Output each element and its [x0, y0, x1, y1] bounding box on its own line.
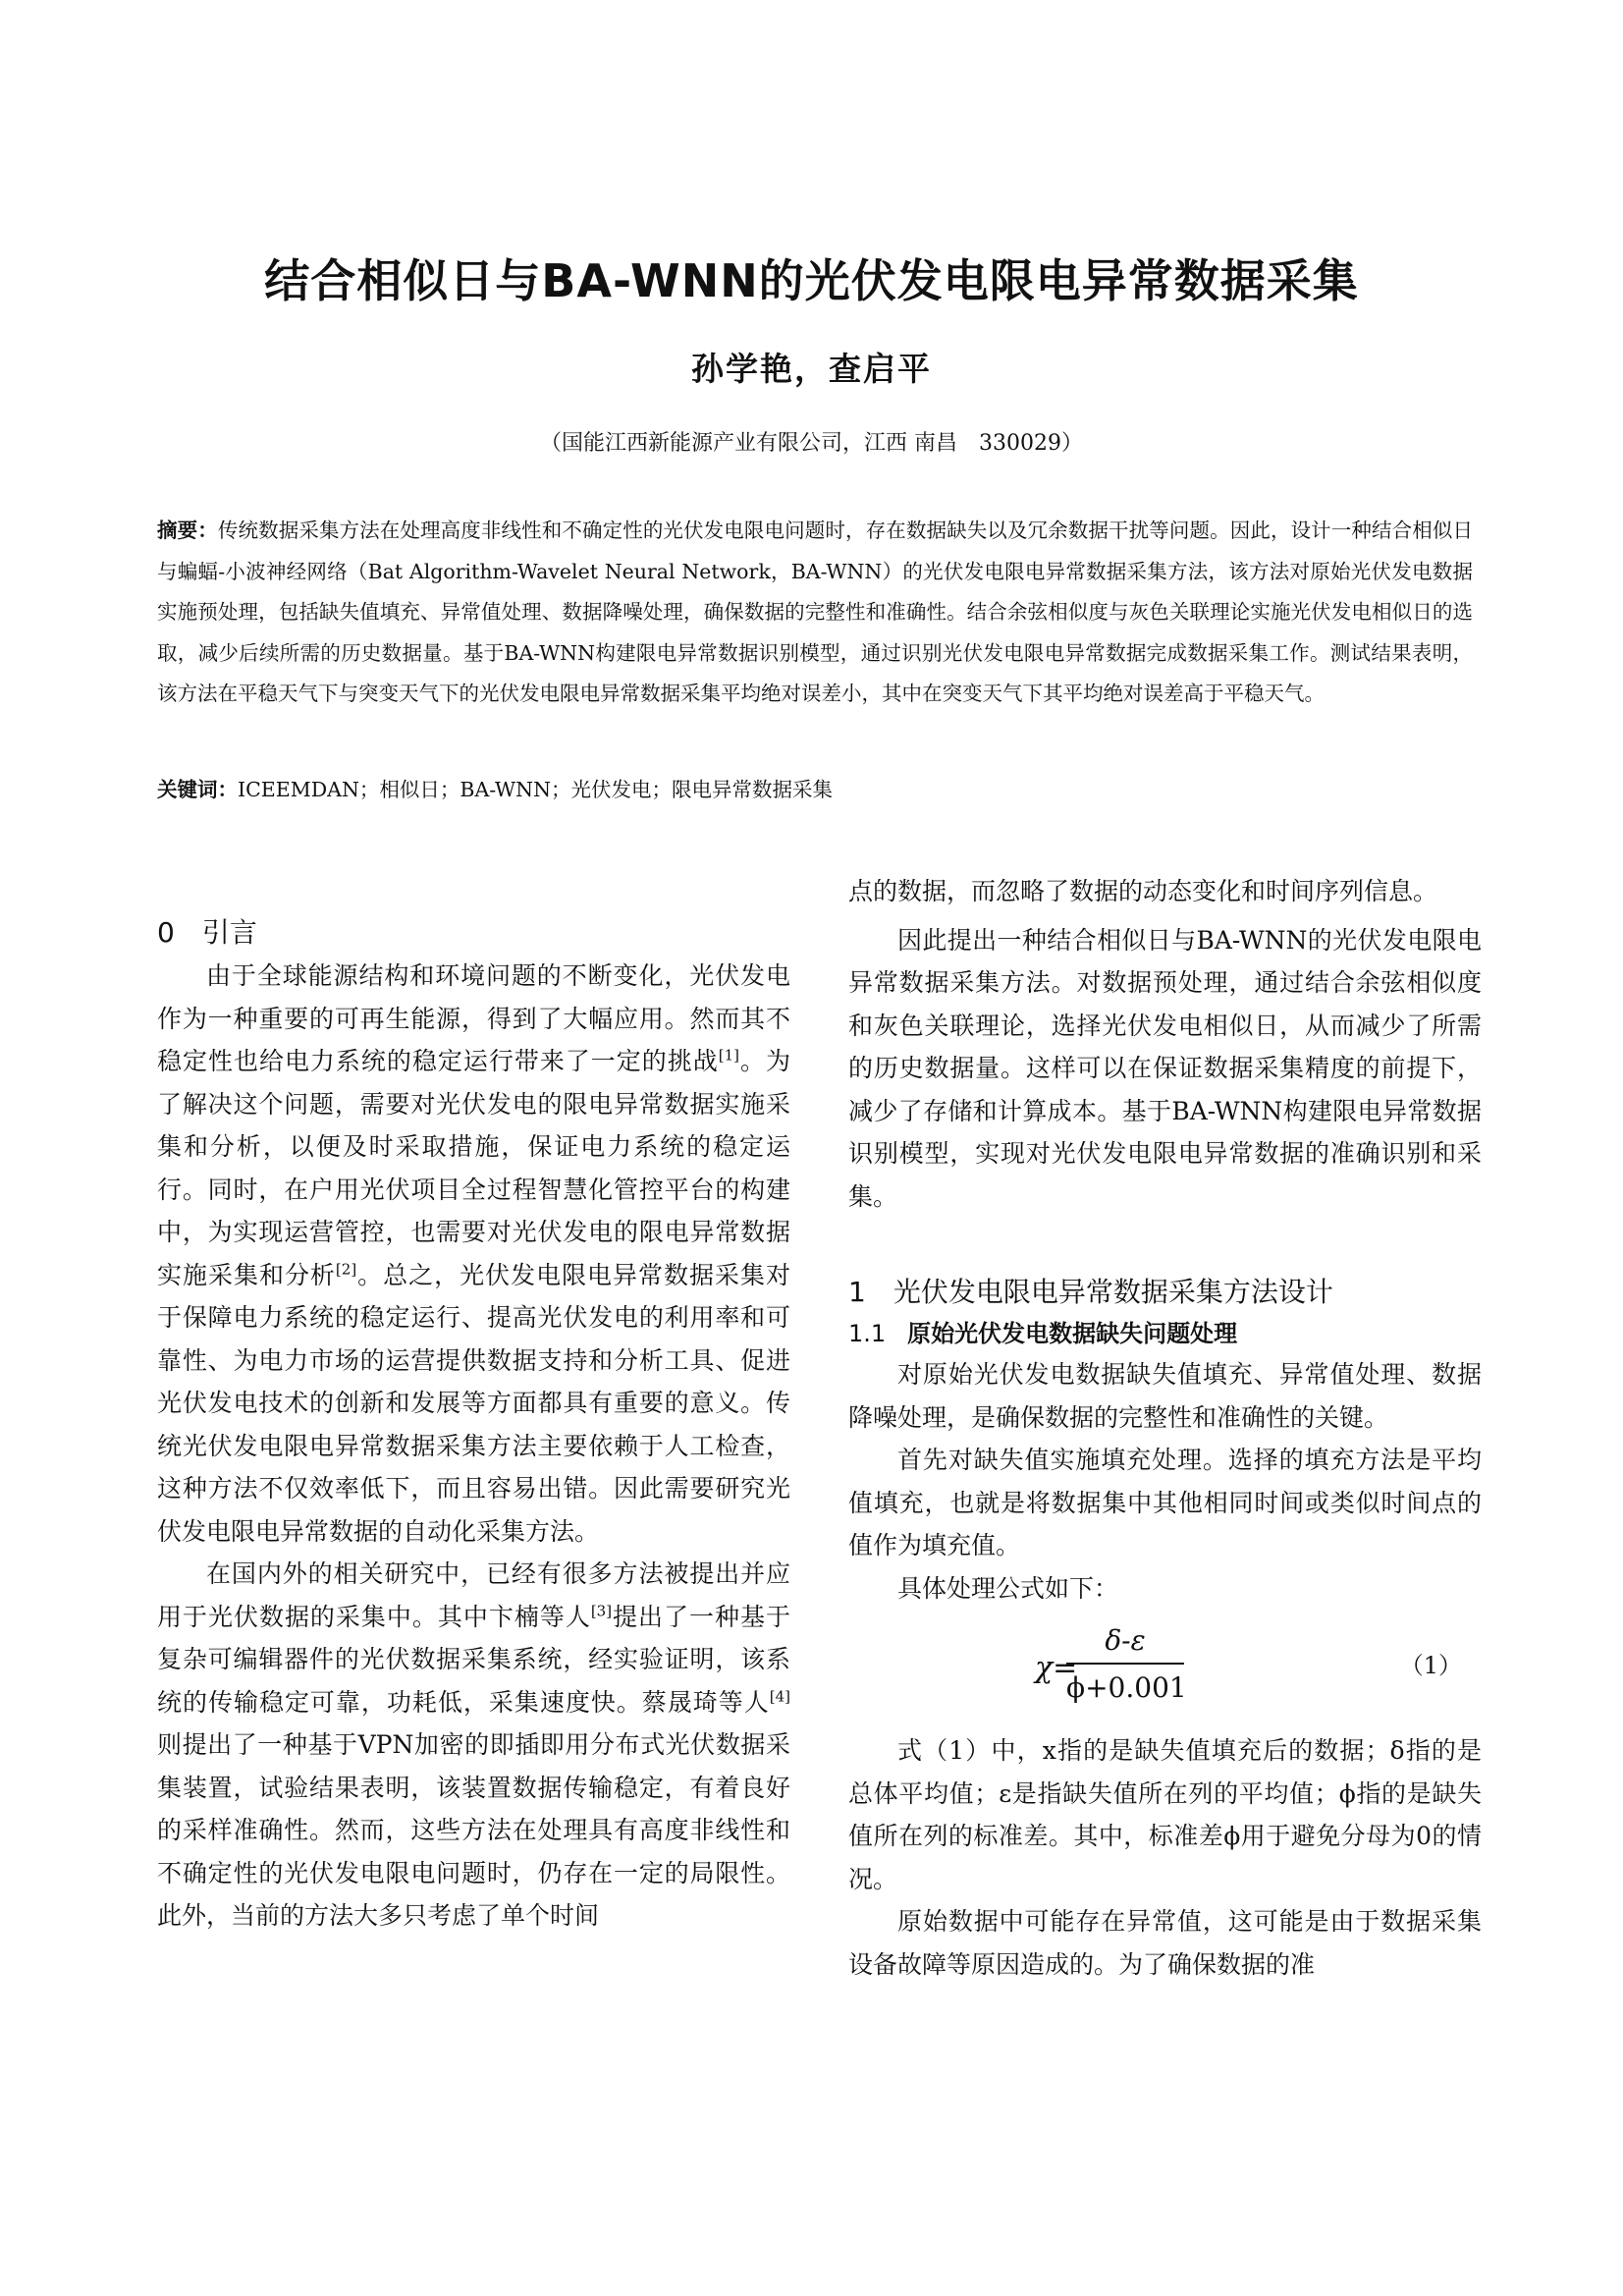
para-text: 。为了解决这个问题，需要对光伏发电的限电异常数据实施采集和分析，以便及时采取措施，保证电力系统的稳定运行。同时，在户用光伏项目全过程智慧化管控平台的构建中，为实现运营管控，也需要对光伏发电的限电异常数据实施采集和分析	[157, 1047, 790, 1289]
equation-numerator: δ-ε	[1066, 1619, 1184, 1665]
section-0-heading: 0 引言	[157, 916, 257, 949]
keywords	[157, 770, 1473, 809]
left-column	[157, 911, 790, 1938]
paragraph-intro-1	[157, 955, 790, 1553]
keywords-label: 关键词：	[157, 778, 238, 801]
para-text: 由于全球能源结构和环境问题的不断变化，光伏发电作为一种重要的可再生能源，得到了大幅应用。然而其不稳定性也给电力系统的稳定运行带来了一定的挑战	[157, 961, 790, 1075]
paragraph-formula-explain: 式（1）中，x指的是缺失值填充后的数据；δ指的是总体平均值；ε是指缺失值所在列的平均值；ϕ指的是缺失值所在列的标准差。其中，标准差ϕ用于避免分母为0的情况。	[848, 1736, 1482, 1893]
paper-title: 结合相似日与BA-WNN的光伏发电限电异常数据采集	[264, 254, 1359, 307]
section-1-heading: 1 光伏发电限电异常数据采集方法设计	[848, 1276, 1333, 1308]
citation-ref: [1]	[718, 1046, 739, 1065]
para-text: 在国内外的相关研究中，已经有很多方法被提出并应用于光伏数据的采集中。其中卞楠等人	[157, 1559, 790, 1631]
author-affiliation: （国能江西新能源产业有限公司，江西 南昌 330029）	[540, 431, 1083, 456]
paper-authors: 孙学艳，查启平	[691, 350, 932, 388]
paragraph-intro-2	[157, 1553, 790, 1938]
subsection-number: 1.1	[848, 1320, 887, 1347]
abstract-label: 摘要：	[157, 519, 218, 542]
para-text: 则提出了一种基于VPN加密的即插即用分布式光伏数据采集装置，试验结果表明，该装置数据传输稳定，有着良好的采样准确性。然而，这些方法在处理具有高度非线性和不确定性的光伏发电限电问题时，仍存在一定的局限性。此外，当前的方法大多只考虑了单个时间	[157, 1730, 790, 1930]
equation-1	[848, 1619, 1482, 1723]
equation-fraction	[1066, 1619, 1187, 1712]
paragraph-proposal: 因此提出一种结合相似日与BA-WNN的光伏发电限电异常数据采集方法。对数据预处理，通过结合余弦相似度和灰色关联理论，选择光伏发电相似日，从而减少了所需的历史数据量。这样可以在保证数据采集精度的前提下，减少了存储和计算成本。基于BA-WNN构建限电异常数据识别模型，实现对光伏发电限电异常数据的准确识别和采集。	[848, 925, 1482, 1211]
citation-ref: [2]	[335, 1260, 357, 1279]
subsection-1-1-heading	[848, 1314, 1482, 1353]
abstract-text: 传统数据采集方法在处理高度非线性和不确定性的光伏发电限电问题时，存在数据缺失以及冗余数据干扰等问题。因此，设计一种结合相似日与蝙蝠-小波神经网络（Bat Algorithm-Wavelet Neural Network，BA-WNN）的光伏发电限电异常数据采集方法，该方法对原始光伏发电数据实施预处理，包括缺失值填充、异常值处理、数据降噪处理，确保数据的完整性和准确性。结合余弦相似度与灰色关联理论实施光伏发电相似日的选取，减少后续所需的历史数据量。基于BA-WNN构建限电异常数据识别模型，通过识别光伏发电限电异常数据完成数据采集工作。测试结果表明，该方法在平稳天气下与突变天气下的光伏发电限电异常数据采集平均绝对误差小，其中在突变天气下其平均绝对误差高于平稳天气。	[157, 519, 1474, 705]
keywords-text: ICEEMDAN；相似日；BA-WNN；光伏发电；限电异常数据采集	[238, 778, 834, 801]
paragraph-continued: 点的数据，而忽略了数据的动态变化和时间序列信息。	[848, 877, 1438, 905]
citation-ref: [4]	[769, 1687, 790, 1706]
right-column	[848, 870, 1482, 1986]
para-text: 。总之，光伏发电限电异常数据采集对于保障电力系统的稳定运行、提高光伏发电的利用率和可靠性、为电力市场的运营提供数据支持和分析工具、促进光伏发电技术的创新和发展等方面都具有重要的意义。传统光伏发电限电异常数据采集方法主要依赖于人工检查，这种方法不仅效率低下，而且容易出错。因此需要研究光伏发电限电异常数据的自动化采集方法。	[157, 1260, 790, 1546]
paragraph-fill: 首先对缺失值实施填充处理。选择的填充方法是平均值填充，也就是将数据集中其他相同时间或类似时间点的值作为填充值。	[848, 1446, 1482, 1559]
equation-denominator: ϕ+0.001	[1066, 1671, 1187, 1704]
equation-lhs: χ=	[1035, 1651, 1078, 1685]
equation-number: （1）	[1399, 1652, 1462, 1679]
paragraph-preprocess: 对原始光伏发电数据缺失值填充、异常值处理、数据降噪处理，是确保数据的完整性和准确性的关键。	[848, 1360, 1482, 1432]
para-text: 提出了一种基于复杂可编辑器件的光伏数据采集系统，经实验证明，该系统的传输稳定可靠，功耗低，采集速度快。蔡晟琦等人	[157, 1602, 790, 1717]
paragraph-outliers: 原始数据中可能存在异常值，这可能是由于数据采集设备故障等原因造成的。为了确保数据的准	[848, 1907, 1482, 1979]
abstract	[157, 511, 1473, 715]
subsection-title: 原始光伏发电数据缺失问题处理	[907, 1320, 1238, 1347]
citation-ref: [3]	[590, 1602, 613, 1620]
paragraph-formula-intro: 具体处理公式如下：	[897, 1573, 1119, 1603]
